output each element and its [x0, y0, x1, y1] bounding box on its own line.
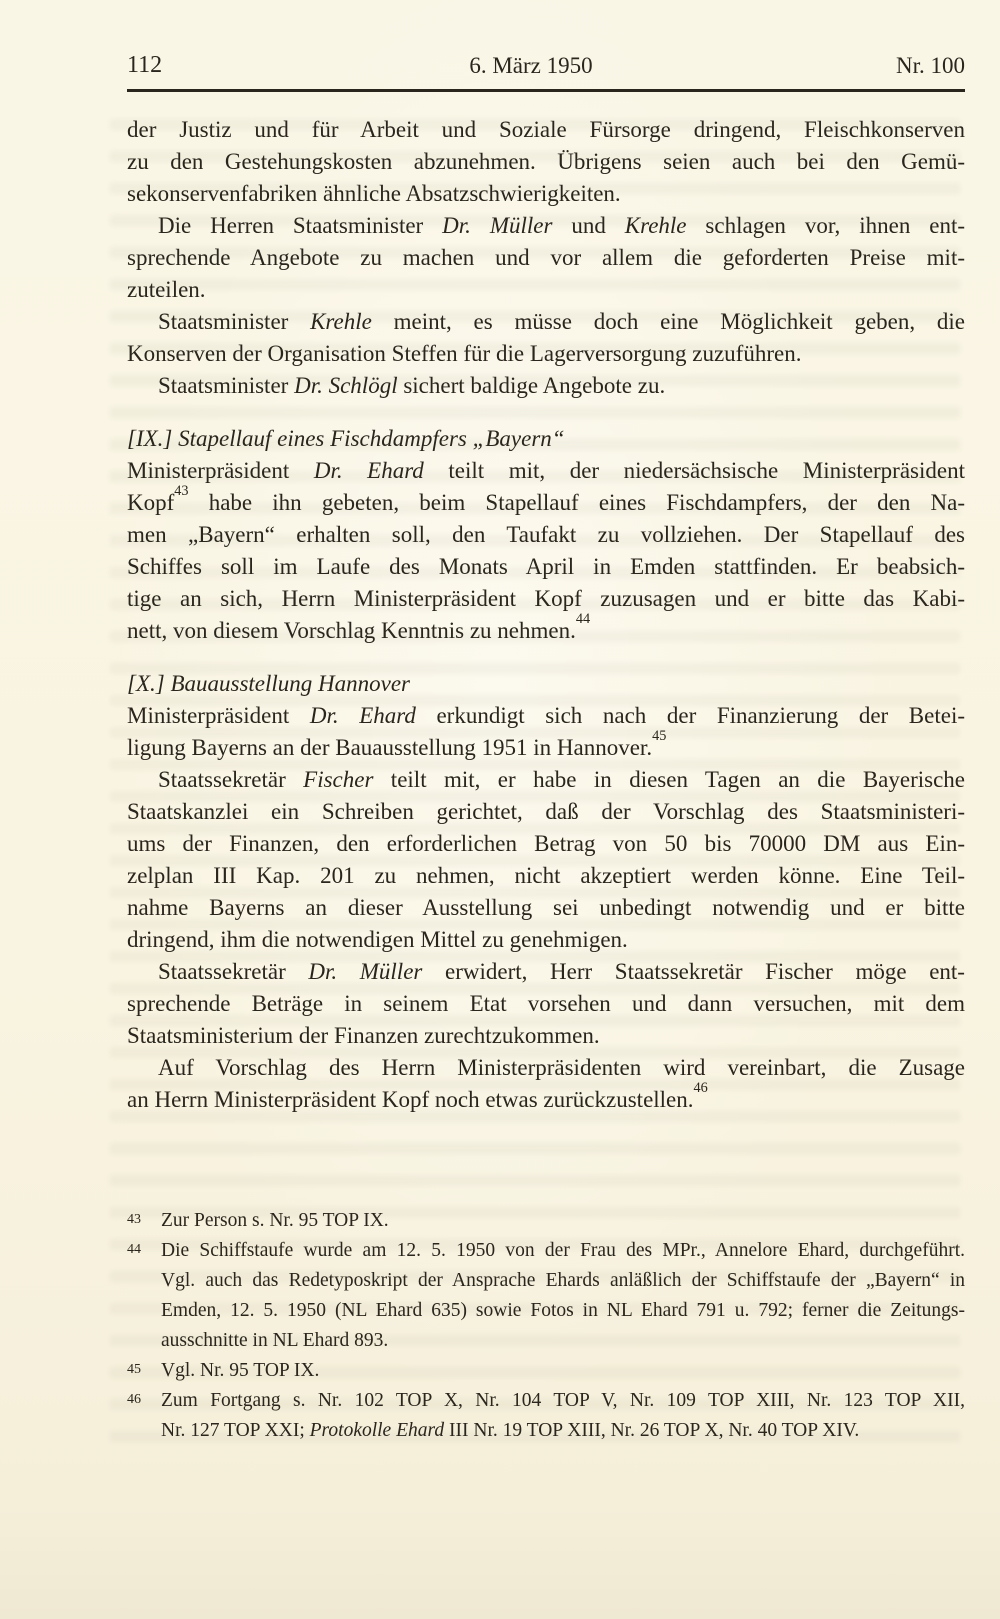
footnote — [127, 1236, 965, 1356]
text-line: ausschnitte in NL Ehard 893. — [161, 1330, 389, 1351]
text-line: Staatssekretär Fischer teilt mit, er habe in diesen Tagen an die Bayerische — [158, 767, 965, 792]
text-line: an Herrn Ministerpräsident Kopf noch etwas zurückzustellen.$^{46}$ — [127, 1080, 708, 1112]
text-line: [X.] Bauausstellung Hannover — [127, 671, 411, 696]
text-line: men „Bayern“ erhalten soll, den Taufakt zu vollziehen. Der Stapellauf des — [127, 522, 965, 547]
body-paragraph — [127, 700, 965, 764]
footnote-number: 46 — [127, 1392, 141, 1407]
text-line: sprechende Beträge in seinem Etat vorsehen und dann versuchen, mit dem — [127, 991, 965, 1016]
footnote-number: 43 — [127, 1212, 141, 1227]
body-paragraph — [127, 210, 965, 306]
text-line: zu den Gestehungskosten abzunehmen. Übrigens seien auch bei den Gemü- — [127, 149, 965, 174]
text-line: Emden, 12. 5. 1950 (NL Ehard 635) sowie Fotos in NL Ehard 791 u. 792; ferner die Zeitungs- — [161, 1300, 965, 1321]
body-paragraph — [127, 455, 965, 647]
section-heading — [127, 423, 965, 455]
text-line: Zur Person s. Nr. 95 TOP IX. — [161, 1210, 389, 1231]
text-line: Auf Vorschlag des Herrn Ministerpräsidenten wird vereinbart, die Zusage — [158, 1055, 965, 1080]
text-line: Staatsministerium der Finanzen zurechtzukommen. — [127, 1023, 600, 1048]
text-line: tige an sich, Herrn Ministerpräsident Kopf zuzusagen und er bitte das Kabi- — [127, 586, 965, 611]
text-line: Zum Fortgang s. Nr. 102 TOP X, Nr. 104 TOP V, Nr. 109 TOP XIII, Nr. 123 TOP XII, — [161, 1390, 965, 1411]
footnote-number: 45 — [127, 1362, 141, 1377]
text-line: Die Herren Staatsminister Dr. Müller und Krehle schlagen vor, ihnen ent- — [158, 213, 966, 238]
footnote-text — [161, 1236, 965, 1356]
text-line: Staatsminister Dr. Schlögl sichert baldige Angebote zu. — [158, 373, 666, 398]
footnote-number: 44 — [127, 1242, 141, 1257]
text-line: Ministerpräsident Dr. Ehard teilt mit, der niedersächsische Ministerpräsident — [127, 458, 965, 483]
page-number: 112 — [127, 52, 163, 78]
text-line: Ministerpräsident Dr. Ehard erkundigt sich nach der Finanzierung der Betei- — [127, 703, 965, 728]
footnote-text — [161, 1386, 965, 1446]
text-line: Konserven der Organisation Steffen für die Lagerversorgung zuzuführen. — [127, 341, 802, 366]
text-line: sprechende Angebote zu machen und vor allem die geforderten Preise mit- — [127, 245, 965, 270]
document-number: Nr. 100 — [896, 53, 965, 78]
text-line: Schiffes soll im Laufe des Monats April in Emden stattfinden. Er beabsich- — [127, 554, 965, 579]
footnote — [127, 1206, 965, 1236]
body-paragraph — [127, 1052, 965, 1116]
text-line: zuteilen. — [127, 277, 206, 302]
text-line: Die Schiffstaufe wurde am 12. 5. 1950 von der Frau des MPr., Annelore Ehard, durchgeführt. — [161, 1240, 965, 1261]
text-line: [IX.] Stapellauf eines Fischdampfers „Bayern“ — [127, 426, 565, 451]
header-rule — [127, 89, 965, 92]
body-paragraph — [127, 956, 965, 1052]
section-heading — [127, 668, 965, 700]
text-line: nett, von diesem Vorschlag Kenntnis zu nehmen.$^{44}$ — [127, 611, 591, 643]
text-line: Staatssekretär Dr. Müller erwidert, Herr Staatssekretär Fischer möge ent- — [158, 959, 965, 984]
text-line: nahme Bayerns an dieser Ausstellung sei unbedingt notwendig und er bitte — [127, 895, 965, 920]
footnote-text — [161, 1356, 965, 1386]
text-line: dringend, ihm die notwendigen Mittel zu genehmigen. — [127, 927, 628, 952]
text-line: ums der Finanzen, den erforderlichen Betrag von 50 bis 70000 DM aus Ein- — [127, 831, 965, 856]
text-line: der Justiz und für Arbeit und Soziale Fürsorge dringend, Fleischkonserven — [127, 117, 965, 142]
text-line: Vgl. Nr. 95 TOP IX. — [161, 1360, 320, 1381]
footnote-text — [161, 1206, 965, 1236]
text-line: zelplan III Kap. 201 zu nehmen, nicht akzeptiert werden könne. Eine Teil- — [127, 863, 965, 888]
text-line: Staatsminister Krehle meint, es müsse doch eine Möglichkeit geben, die — [158, 309, 965, 334]
text-line: Vgl. auch das Redetyposkript der Ansprache Ehards anläßlich der Schiffstaufe der „Bayern“ in — [161, 1270, 965, 1291]
body-text — [127, 114, 965, 1116]
text-line: Kopf$^{43}$ habe ihn gebeten, beim Stapellauf eines Fischdampfers, der den Na- — [127, 483, 965, 515]
text-line: sekonservenfabriken ähnliche Absatzschwierigkeiten. — [127, 181, 621, 206]
footnote — [127, 1386, 965, 1446]
body-paragraph — [127, 306, 965, 370]
footnote — [127, 1356, 965, 1386]
session-date: 6. März 1950 — [469, 53, 593, 78]
body-paragraph — [127, 370, 965, 402]
text-line: Staatskanzlei ein Schreiben gerichtet, daß der Vorschlag des Staatsministeri- — [127, 799, 965, 824]
footnotes — [127, 1206, 965, 1446]
text-line: ligung Bayerns an der Bauausstellung 1951 in Hannover.$^{45}$ — [127, 728, 667, 760]
body-paragraph — [127, 764, 965, 956]
body-paragraph — [127, 114, 965, 210]
text-line: Nr. 127 TOP XXI; Protokolle Ehard III Nr. 19 TOP XIII, Nr. 26 TOP X, Nr. 40 TOP XIV. — [161, 1420, 860, 1441]
